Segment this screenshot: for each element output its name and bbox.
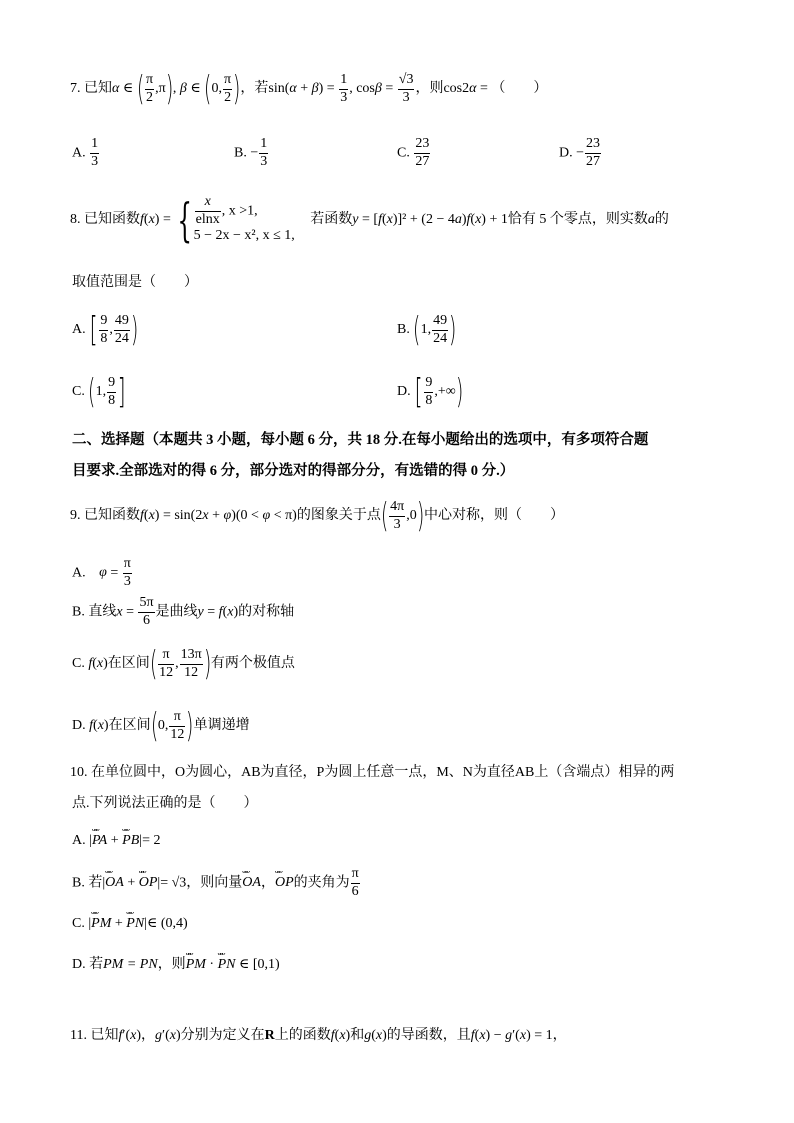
q8-stem-cont: 取值范围是（ ）	[72, 275, 198, 290]
q8-number: 8.	[70, 211, 81, 227]
q10-option-b[interactable]: B. 若|ᴗᴗᴗ OA + ᴗᴗᴗ OP|= √3，则向量ᴗᴗᴗ OA，ᴗᴗᴗ OP的夹角为 $\frac{\pi}{6}$	[72, 867, 361, 899]
q10-stem-cont: 点.下列说法正确的是（ ）	[72, 796, 258, 811]
q10-option-d[interactable]: D. 若PM = PN，则ᴗᴗᴗ PM · ᴗᴗᴗ PN ∈ [0,1)	[72, 958, 280, 972]
q9-option-c[interactable]: C. f(x)在区间( $\frac{\pi}{12}$ , $\frac{13\pi}{12}$ )有两个极值点	[72, 644, 295, 684]
q7-option-c[interactable]: C. $\frac{23}{27}$	[397, 136, 430, 169]
q7-option-d[interactable]: D. − $\frac{23}{27}$	[559, 136, 601, 169]
q8-stem: 8. 已知函数f(x) = { $\frac{x}{elnx}$ , x >1, 5 − 2x − x², x ≤ 1, 若函数y = [f(x)]² + (2 − 4a)f(x) + 1恰有 5 个零点，则实数a的	[70, 192, 669, 247]
q7-number: 7.	[70, 81, 81, 97]
section2-title: 二、选择题（本题共 3 小题，每小题 6 分，共 18 分.在每小题给出的选项中，有多项符合题	[72, 432, 649, 448]
q7-stem: 7. 已知α ∈ ( $\frac{\pi}{2}$ ,π), β ∈ (0, $\frac{\pi}{2}$ )，若sin(α + β) = $\frac{1}{3}$ , cosβ = $\frac{√3}{3}$ ，则cos2α = （ ）	[70, 69, 548, 109]
q10-stem: 10. 在单位圆中，O为圆心，AB为直径，P为圆上任意一点，M、N为直径AB上（含端点）相异的两	[70, 765, 675, 780]
q8-option-d[interactable]: D. [ $\frac{9}{8}$ ,+∞)	[397, 372, 464, 412]
q10-option-a[interactable]: A. |ᴗᴗᴗ PA + ᴗᴗᴗ PB|= 2	[72, 834, 160, 848]
section2-title-cont: 目要求.全部选对的得 6 分，部分选对的得部分分，有选错的得 0 分.）	[72, 463, 515, 479]
q8-option-a[interactable]: A. [ $\frac{9}{8}$ , $\frac{49}{24}$ )	[72, 310, 139, 350]
q9-option-a[interactable]: A. φ = $\frac{\pi}{3}$	[72, 556, 131, 589]
q11-stem: 11. 已知f′(x)，g′(x)分别为定义在R上的函数f(x)和g(x)的导函数，且f(x) − g′(x) = 1，	[70, 1028, 567, 1043]
q7-option-a[interactable]: A. $\frac{1}{3}$	[72, 136, 99, 169]
q8-option-b[interactable]: B. (1, $\frac{49}{24}$ )	[397, 310, 457, 350]
q8-option-c[interactable]: C. (1, $\frac{9}{8}$ ]	[72, 372, 126, 412]
q10-option-c[interactable]: C. |ᴗᴗᴗ PM + ᴗᴗᴗ PN|∈ (0,4)	[72, 917, 188, 931]
q9-option-b[interactable]: B. 直线x = $\frac{5\pi}{6}$ 是曲线y = f(x)的对称轴	[72, 595, 295, 628]
q7-option-b[interactable]: B. − $\frac{1}{3}$	[234, 136, 268, 169]
q8-piecewise: $\frac{x}{elnx}$ , x >1, 5 − 2x − x², x ≤ 1,	[193, 194, 295, 244]
q9-stem: 9. 已知函数f(x) = sin(2x + φ)(0 < φ < π)的图象关于点( $\frac{4\pi}{3}$ ,0)中心对称，则（ ）	[70, 496, 564, 536]
q9-option-d[interactable]: D. f(x)在区间(0, $\frac{\pi}{12}$ )单调递增	[72, 706, 250, 746]
